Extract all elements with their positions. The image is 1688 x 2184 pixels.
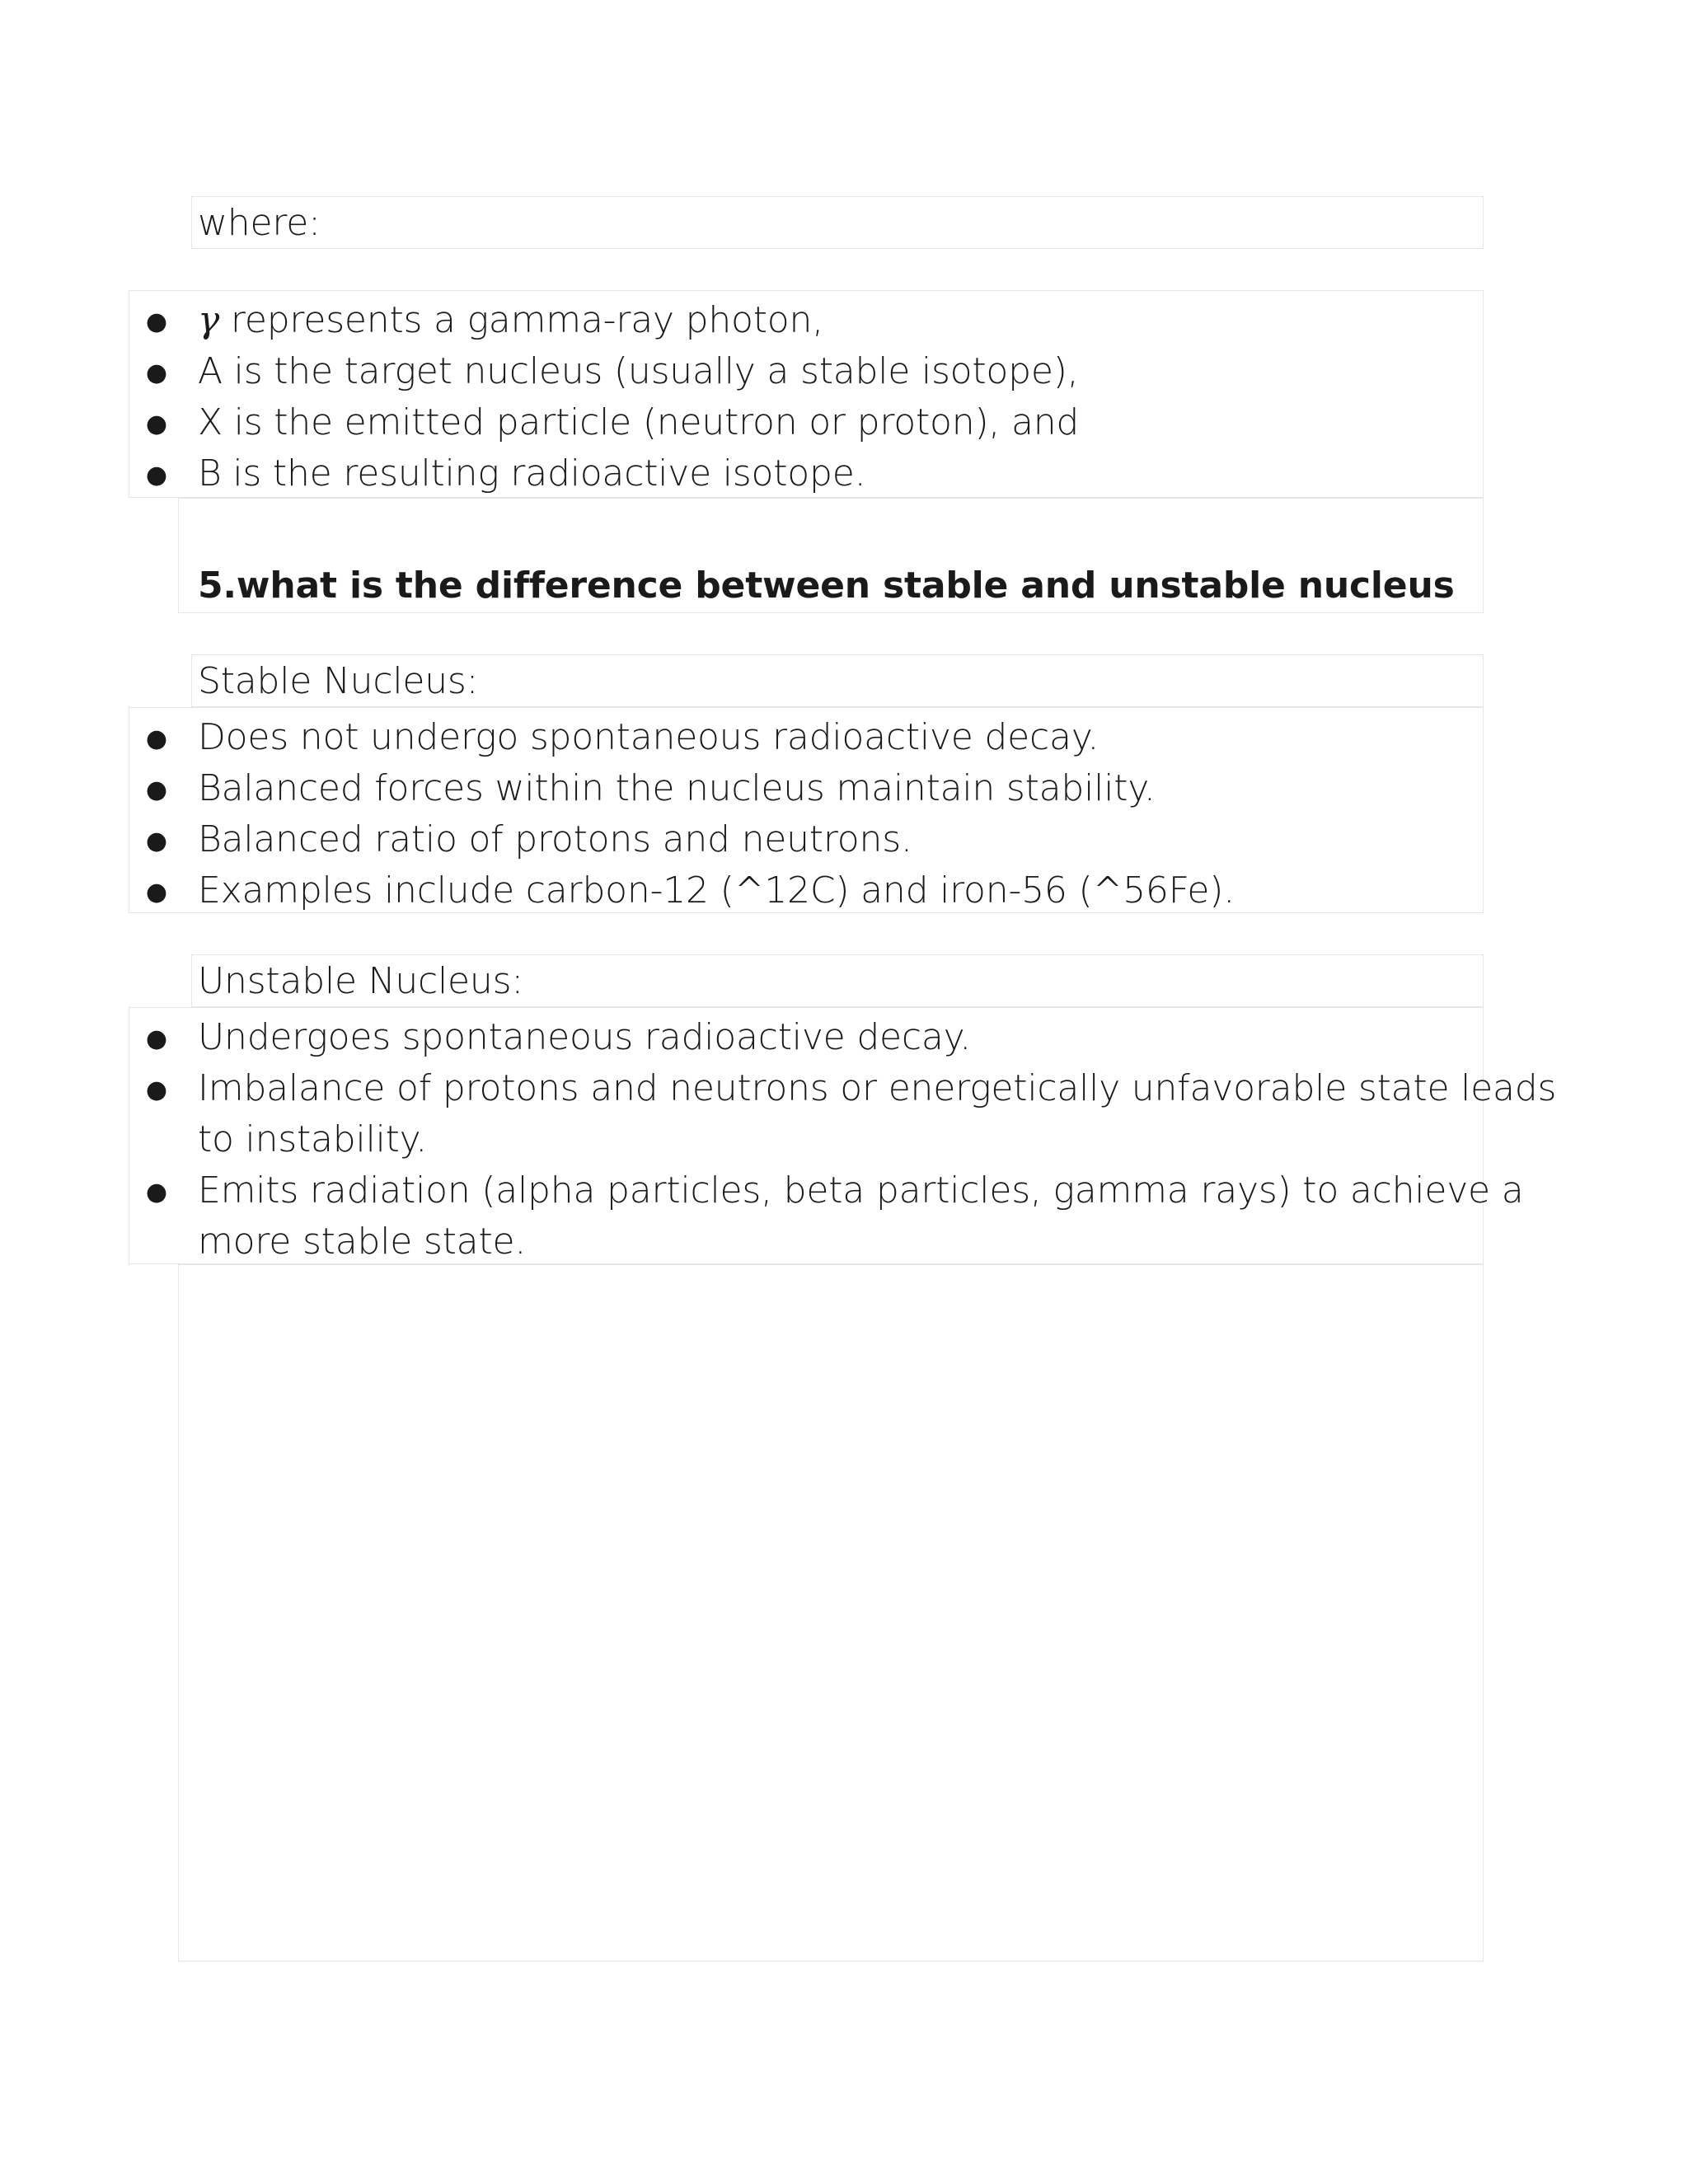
bullet-icon: ● bbox=[145, 410, 168, 438]
bullet-icon: ● bbox=[145, 1178, 168, 1207]
bullet-icon: ● bbox=[145, 307, 168, 336]
question-heading: 5.what is the difference between stable and unstable nucleus bbox=[198, 565, 1455, 607]
bullet-icon: ● bbox=[145, 878, 168, 907]
bullet-icon: ● bbox=[145, 776, 168, 804]
where-label: where: bbox=[198, 202, 321, 244]
stable-item: Does not undergo spontaneous radioactive decay. bbox=[198, 716, 1100, 758]
bullet-icon: ● bbox=[145, 1024, 168, 1053]
stable-title: Stable Nucleus: bbox=[198, 660, 479, 702]
definition-item-a: A is the target nucleus (usually a stable isotope), bbox=[198, 350, 1079, 392]
unstable-item: Emits radiation (alpha particles, beta particles, gamma rays) to achieve a bbox=[198, 1169, 1524, 1212]
unstable-item: Imbalance of protons and neutrons or energetically unfavorable state leads bbox=[198, 1067, 1557, 1109]
definition-item-b: B is the resulting radioactive isotope. bbox=[198, 452, 866, 494]
definition-item-x: X is the emitted particle (neutron or proton), and bbox=[198, 401, 1080, 443]
definition-item-gamma bbox=[198, 295, 823, 346]
bullet-icon: ● bbox=[145, 1076, 168, 1104]
stable-item: Balanced ratio of protons and neutrons. bbox=[198, 818, 912, 860]
unstable-item-continuation: more stable state. bbox=[198, 1221, 527, 1263]
unstable-item: Undergoes spontaneous radioactive decay. bbox=[198, 1016, 972, 1058]
bullet-icon: ● bbox=[145, 359, 168, 387]
where-box bbox=[191, 196, 1484, 249]
bullet-icon: ● bbox=[145, 827, 168, 855]
gamma-symbol: γ bbox=[198, 299, 220, 341]
unstable-item-continuation: to instability. bbox=[198, 1118, 428, 1160]
empty-content-box bbox=[178, 1264, 1484, 1961]
stable-item: Examples include carbon-12 (^12C) and iron-56 (^56Fe). bbox=[198, 869, 1236, 912]
definition-text: represents a gamma-ray photon, bbox=[219, 299, 823, 341]
unstable-title: Unstable Nucleus: bbox=[198, 960, 523, 1002]
bullet-icon: ● bbox=[145, 724, 168, 753]
bullet-icon: ● bbox=[145, 461, 168, 490]
stable-item: Balanced forces within the nucleus maintain stability. bbox=[198, 767, 1156, 809]
